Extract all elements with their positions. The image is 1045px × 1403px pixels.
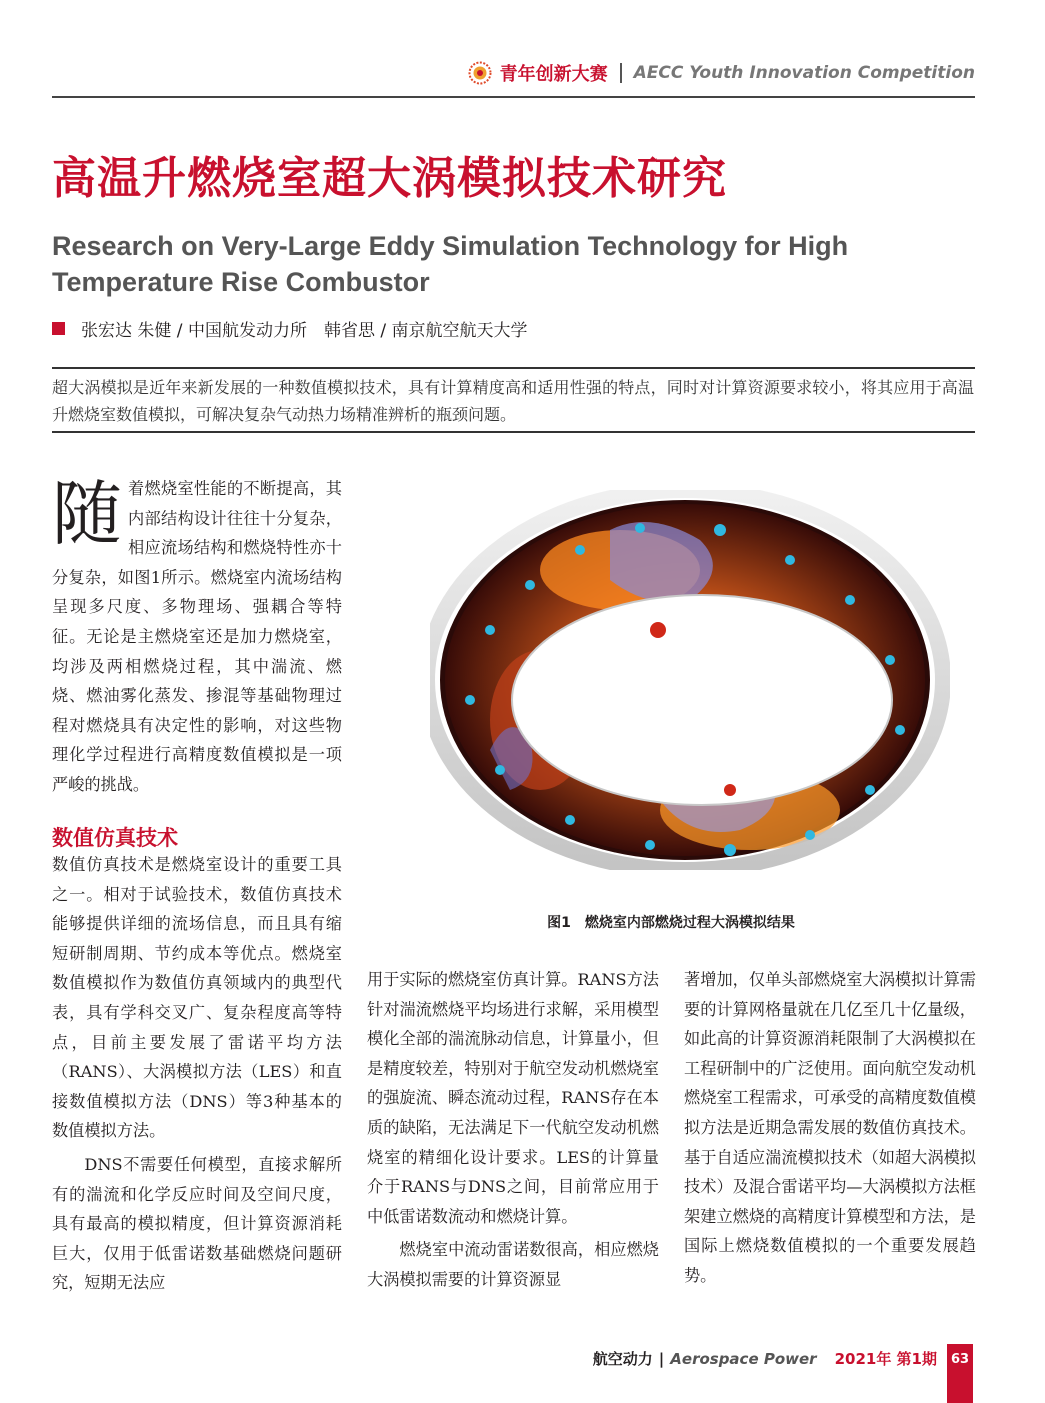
article-title-cn: 高温升燃烧室超大涡模拟技术研究 xyxy=(52,153,727,204)
paragraph: DNS不需要任何模型，直接求解所有的湍流和化学反应时间及空间尺度，具有最高的模拟精度，但计算资源消耗巨大，仅用于低雷诺数基础燃烧问题研究，短期无法应 xyxy=(52,1154,342,1293)
competition-name-cn: 青年创新大赛 xyxy=(499,64,608,85)
abstract-top-rule xyxy=(52,367,975,369)
article-title-en: Research on Very-Large Eddy Simulation Technology for High Temperature Rise Combustor xyxy=(52,231,849,297)
paragraph: 用于实际的燃烧室仿真计算。RANS方法针对湍流燃烧平均场进行求解，采用模型模化全部的湍流脉动信息，计算量小，但是精度较差，特别对于航空发动机燃烧室的强旋流、瞬态流动过程，RANS存在本质的缺陷，无法满足下一代航空发动机燃烧室的精细化设计要求。LES的计算量介于RANS与DNS之间，目前常应用于中低雷诺数流动和燃烧计算。 xyxy=(367,970,659,1226)
authors-line xyxy=(52,316,527,341)
intro-text: 着燃烧室性能的不断提高，其内部结构设计往往十分复杂，相应流场结构和燃烧特性亦十分复杂，如图1所示。燃烧室内流场结构呈现多尺度、多物理场、强耦合等特征。无论是主燃烧室还是加力燃烧室，均涉及两相燃烧过程，其中湍流、燃烧、燃油雾化蒸发、掺混等基础物理过程对燃烧具有决定性的影响，对这些物理化学过程进行高精度数值模拟是一项严峻的挑战。 xyxy=(52,479,342,794)
running-footer xyxy=(593,1348,937,1369)
section-heading: 数值仿真技术 xyxy=(52,826,178,850)
column-1-body xyxy=(52,850,342,1298)
paragraph: 数值仿真技术是燃烧室设计的重要工具之一。相对于试验技术，数值仿真技术能够提供详细的流场信息，而且具有缩短研制周期、节约成本等优点。燃烧室数值模拟作为数值仿真领域内的典型代表，具有学科交叉广、复杂程度高等特点，目前主要发展了雷诺平均方法（RANS）、大涡模拟方法（LES）和直接数值模拟方法（DNS）等3种基本的数值模拟方法。 xyxy=(52,855,342,1141)
authors-text: 张宏达 朱健 / 中国航发动力所 韩省思 / 南京航空航天大学 xyxy=(81,321,528,341)
author-bullet-icon xyxy=(52,322,65,335)
page-number: 63 xyxy=(947,1344,973,1403)
paragraph: 燃烧室中流动雷诺数很高，相应燃烧大涡模拟需要的计算资源显 xyxy=(367,1240,659,1289)
journal-name-en: Aerospace Power xyxy=(670,1349,817,1368)
competition-logo-icon xyxy=(468,61,492,85)
competition-name-en: AECC Youth Innovation Competition xyxy=(633,63,975,83)
intro-paragraph xyxy=(52,474,342,800)
footer-separator: | xyxy=(658,1349,665,1368)
running-header xyxy=(468,60,975,86)
figure-caption: 图1 燃烧室内部燃烧过程大涡模拟结果 xyxy=(547,915,795,931)
abstract-bottom-rule xyxy=(52,431,975,433)
column-3-body xyxy=(684,965,976,1291)
issue-label: 2021年 第1期 xyxy=(834,1350,937,1368)
paragraph: 著增加，仅单头部燃烧室大涡模拟计算需要的计算网格量就在几亿至几十亿量级，如此高的计算资源消耗限制了大涡模拟在工程研制中的广泛使用。面向航空发动机燃烧室工程需求，可承受的高精度数值模拟方法是近期急需发展的数值仿真技术。基于自适应湍流模拟技术（如超大涡模拟技术）及混合雷诺平均—大涡模拟方法框架建立燃烧的高精度计算模型和方法，是国际上燃烧数值模拟的一个重要发展趋势。 xyxy=(684,970,976,1285)
header-separator xyxy=(620,63,622,83)
abstract: 超大涡模拟是近年来新发展的一种数值模拟技术，具有计算精度高和适用性强的特点，同时对计算资源要求较小，将其应用于高温升燃烧室数值模拟，可解决复杂气动热力场精准辨析的瓶颈问题。 xyxy=(52,378,974,424)
ring-inner xyxy=(512,595,892,805)
header-rule xyxy=(52,96,975,98)
drop-cap: 随 xyxy=(52,473,122,555)
combustor-les-figure xyxy=(430,490,950,870)
column-2-body xyxy=(367,965,659,1295)
journal-name-cn: 航空动力 xyxy=(592,1350,653,1368)
